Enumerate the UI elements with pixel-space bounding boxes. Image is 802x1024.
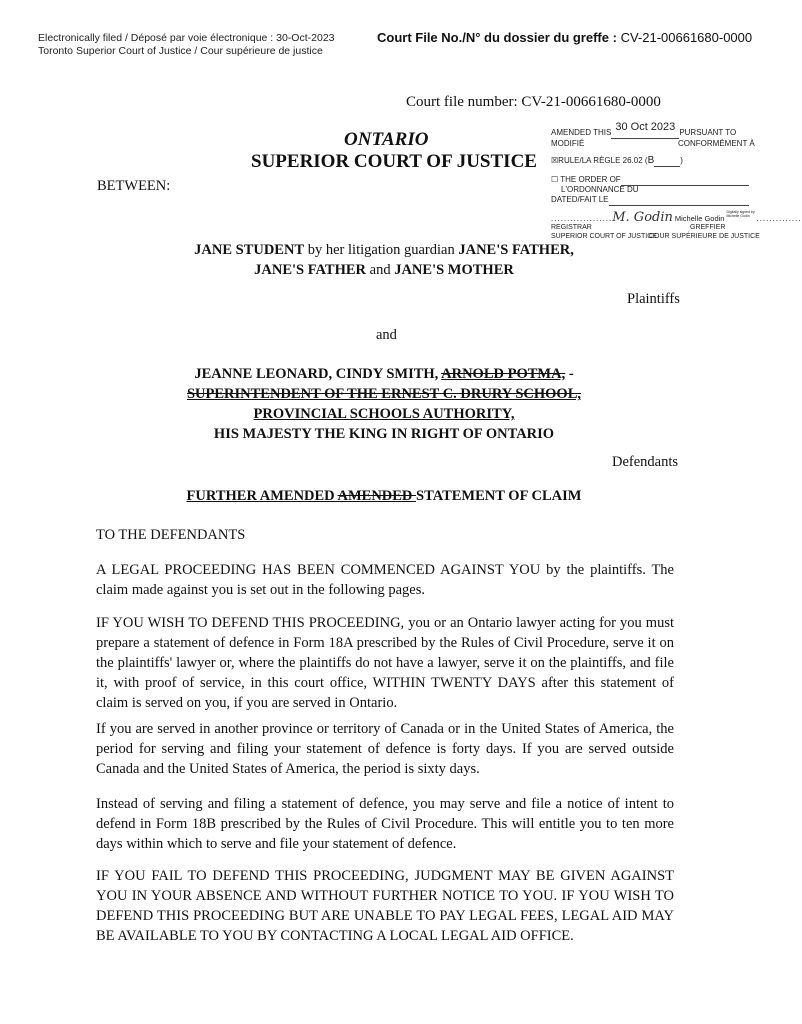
checked-box-icon: ☒	[551, 156, 559, 165]
defendant-line-3: PROVINCIAL SCHOOLS AUTHORITY,	[253, 406, 515, 422]
plaintiff-by: by her litigation guardian	[304, 242, 459, 258]
filed-line-1: Electronically filed / Déposé par voie électronique : 30-Oct-2023	[38, 32, 335, 44]
and-separator: and	[376, 327, 397, 343]
between-label: BETWEEN:	[97, 178, 171, 194]
stamp-pursuant-to: PURSUANT TO	[679, 128, 737, 137]
empty-box-icon: ☐	[551, 175, 559, 184]
title-further-amended: FURTHER AMENDED	[186, 488, 338, 504]
plaintiff-and: and	[366, 262, 395, 278]
plaintiff-name-2: JANE'S FATHER,	[458, 242, 574, 258]
stamp-rule-letter: B	[647, 155, 655, 166]
title-statement-of-claim: STATEMENT OF CLAIM	[416, 488, 582, 504]
struck-defendant-name: ARNOLD POTMA,	[441, 366, 566, 382]
defendant-line-1: JEANNE LEONARD, CINDY SMITH,	[194, 366, 442, 382]
stamp-dated: DATED/FAIT LE	[551, 195, 609, 204]
amendment-stamp: AMENDED THIS 30 Oct 2023 PURSUANT TO MODIFIÉ CONFORMÉMENT À ☒RULE/LA RÈGLE 26.02 (B ) ☐ THE ORDER OF L'ORDONNANCE DU DATED/FAIT LE ...................M. Godin Michelle GodinDigitally signed by Michelle Godin .............. REGISTRAR GREFFIER SUPERIOR COURT OF JUSTICE COUR SUPÉRIEURE DE JUSTICE	[551, 121, 802, 240]
plaintiff-name-3: JANE'S FATHER	[254, 262, 367, 278]
title-amended-struck: AMENDED	[337, 488, 417, 504]
defendants-block	[96, 364, 672, 444]
document-title	[96, 488, 672, 505]
paragraph-5: IF YOU FAIL TO DEFEND THIS PROCEEDING, JUDGMENT MAY BE GIVEN AGAINST YOU IN YOUR ABSENCE AND WITHOUT FURTHER NOTICE TO YOU. IF YOU WISH TO DEFEND THIS PROCEEDING BUT ARE UNABLE TO PAY LEGAL FEES, LEGAL AID MAY BE AVAILABLE TO YOU BY CONTACTING A LOCAL LEGAL AID OFFICE.	[96, 868, 674, 944]
stamp-conforme: CONFORMÉMENT À	[678, 139, 755, 148]
to-defendants: TO THE DEFENDANTS	[96, 527, 246, 543]
stamp-ordonnance: L'ORDONNANCE DU	[561, 185, 639, 194]
stamp-signer-note: Digitally signed by Michelle Godin	[726, 210, 755, 218]
stamp-signer: Michelle Godin	[674, 214, 725, 223]
court-file-value: CV-21-00661680-0000	[620, 30, 753, 45]
stamp-amended-this: AMENDED THIS	[551, 128, 612, 137]
paragraph-2: IF YOU WISH TO DEFEND THIS PROCEEDING, you or an Ontario lawyer acting for you must prepare a statement of defence in Form 18A prescribed by the Rules of Civil Procedure, serve it on the plaintiffs' lawyer or, where the plaintiffs do not have a lawyer, serve it on the plaintiffs, and file it, with proof of service, in this court office, WITHIN TWENTY DAYS after this statement of claim is served on you, if you are served in Ontario.	[96, 615, 674, 711]
defendant-line-4: HIS MAJESTY THE KING IN RIGHT OF ONTARIO	[213, 426, 555, 442]
paragraph-1: A LEGAL PROCEEDING HAS BEEN COMMENCED AGAINST YOU by the plaintiffs. The claim made against you is set out in the following pages.	[96, 562, 674, 598]
stamp-order-of: THE ORDER OF	[560, 175, 621, 184]
stamp-rule-close: )	[680, 156, 683, 165]
stamp-greffier: GREFFIER	[690, 224, 726, 231]
struck-defendant-superintendent: SUPERINTENDENT OF THE ERNEST C. DRURY SCHOOL,	[186, 386, 582, 402]
stamp-registrar: REGISTRAR	[551, 224, 592, 231]
filed-line-2: Toronto Superior Court of Justice / Cour supérieure de justice	[38, 45, 323, 57]
plaintiff-name-1: JANE STUDENT	[194, 242, 305, 258]
defendant-line-1-end: -	[565, 366, 574, 382]
court-file-header	[377, 30, 752, 45]
court-file-number: Court file number: CV-21-00661680-0000	[406, 94, 661, 110]
province-heading: ONTARIO	[344, 129, 429, 150]
court-file-label: Court File No./N° du dossier du greffe :	[377, 30, 617, 45]
plaintiffs-label: Plaintiffs	[627, 291, 680, 307]
stamp-date: 30 Oct 2023	[615, 121, 676, 133]
plaintiff-name-4: JANE'S MOTHER	[394, 262, 514, 278]
paragraph-3: If you are served in another province or territory of Canada or in the United States of America, the period for serving and filing your statement of defence is forty days. If you are served outside Canada and the United States of America, the period is sixty days.	[96, 721, 674, 777]
e-filing-notice	[38, 32, 335, 58]
paragraph-4: Instead of serving and filing a statement of defence, you may serve and file a notice of intent to defend in Form 18B prescribed by the Rules of Civil Procedure. This will entitle you to ten more days within which to serve and file your statement of defence.	[96, 796, 674, 852]
stamp-court-en: SUPERIOR COURT OF JUSTICE	[551, 233, 657, 240]
handwritten-signature: M. Godin	[612, 210, 673, 225]
court-heading: SUPERIOR COURT OF JUSTICE	[251, 151, 537, 172]
stamp-modifie: MODIFIÉ	[551, 139, 585, 148]
plaintiffs-block	[96, 240, 672, 280]
stamp-court-fr: COUR SUPÉRIEURE DE JUSTICE	[649, 233, 760, 240]
defendants-label: Defendants	[612, 454, 679, 470]
stamp-rule: RULE/LA RÈGLE 26.02 (	[558, 156, 648, 165]
